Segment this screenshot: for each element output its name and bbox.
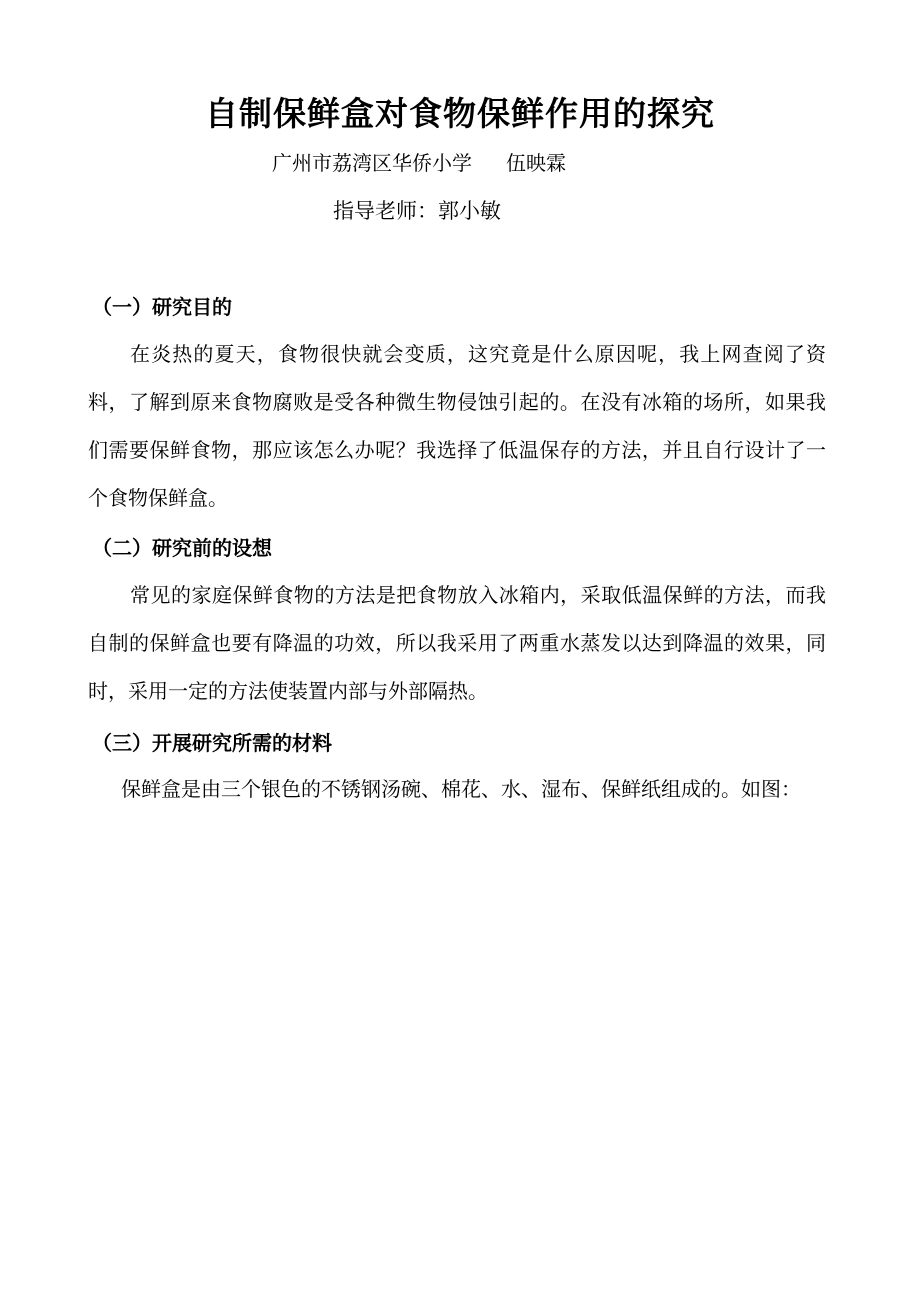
section-body-hypothesis: 常见的家庭保鲜食物的方法是把食物放入冰箱内，采取低温保鲜的方法，而我自制的保鲜盒也要有降温的功效，所以我采用了两重水蒸发以达到降温的效果，同时，采用一定的方法使装置内部与外部隔热。 — [88, 583, 826, 703]
section-body-purpose: 在炎热的夏天，食物很快就会变质，这究竟是什么原因呢，我上网查阅了资料，了解到原来食物腐败是受各种微生物侵蚀引起的。在没有冰箱的场所，如果我们需要保鲜食物，那应该怎么办呢？我选择了低温保存的方法，并且自行设计了一个食物保鲜盒。 — [88, 342, 826, 510]
advisor-line: 指导老师：郭小敏 — [333, 199, 501, 223]
section-body-materials: 保鲜盒是由三个银色的不锈钢汤碗、棉花、水、湿布、保鲜纸组成的。如图： — [121, 777, 801, 801]
document-title: 自制保鲜盒对食物保鲜作用的探究 — [205, 94, 715, 133]
section-heading-materials: （三）开展研究所需的材料 — [92, 731, 332, 755]
section-heading-purpose: （一）研究目的 — [92, 295, 232, 319]
school-name: 广州市荔湾区华侨小学 — [272, 151, 472, 175]
byline — [272, 147, 566, 176]
author-name: 伍映霖 — [506, 151, 566, 175]
section-heading-hypothesis: （二）研究前的设想 — [92, 536, 272, 560]
